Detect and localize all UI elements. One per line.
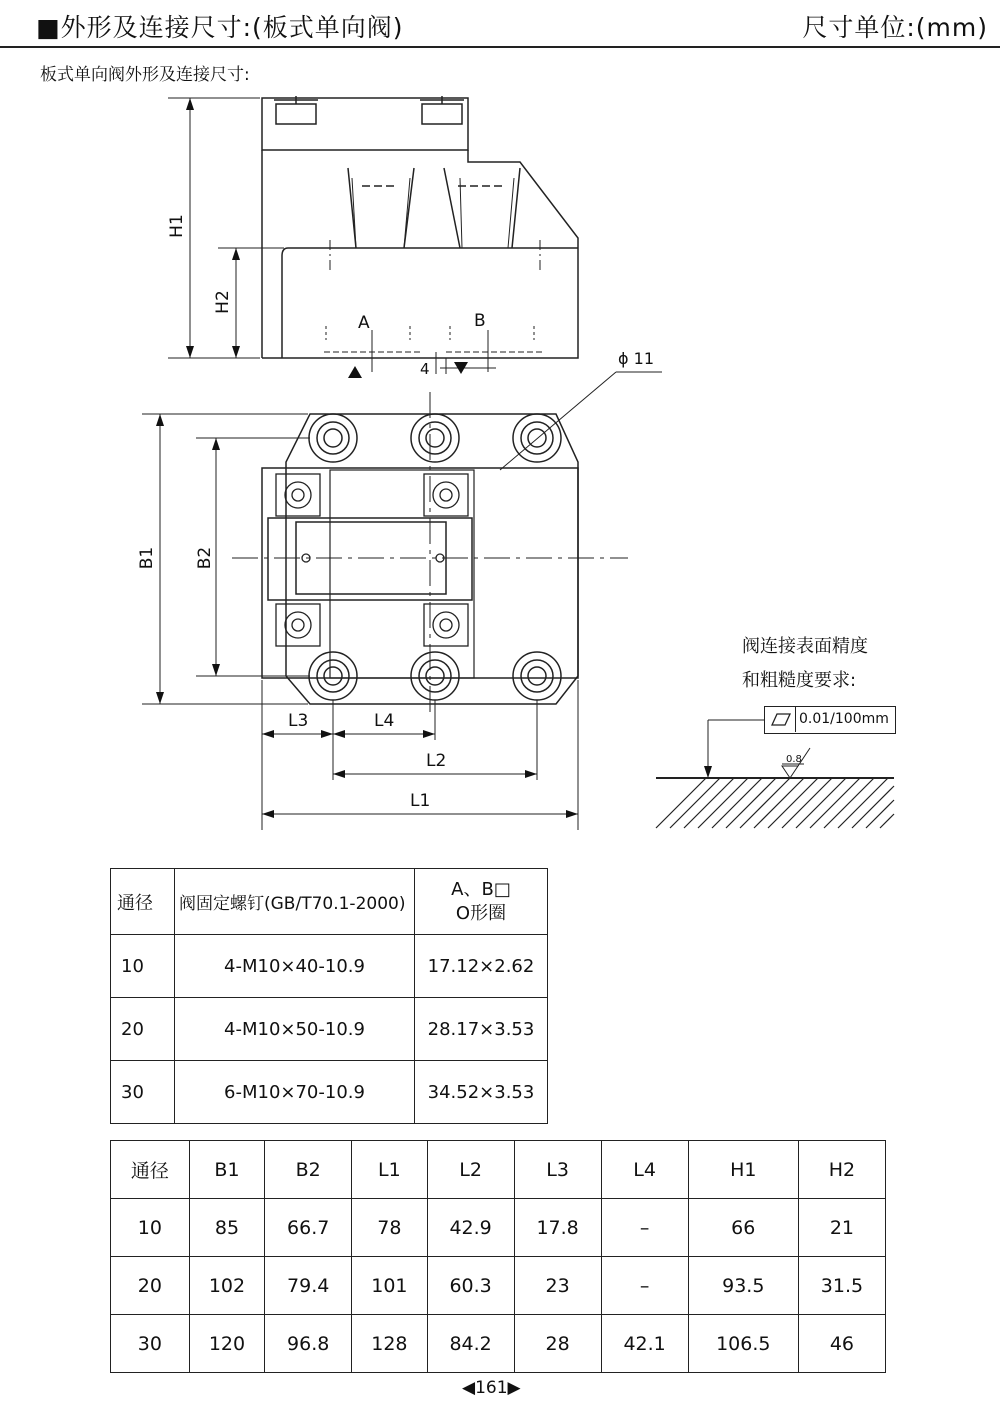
t2-cell: –	[601, 1199, 688, 1257]
t1-cell: 4-M10×50-10.9	[175, 998, 415, 1061]
t2-header: L4	[601, 1141, 688, 1199]
t1-header-oring-label: O形圈	[455, 902, 507, 924]
t2-cell: 84.2	[427, 1315, 514, 1373]
table-row	[111, 1061, 548, 1124]
t2-cell: 93.5	[688, 1257, 798, 1315]
page-number: ◀161▶	[462, 1378, 521, 1398]
t2-header: L1	[352, 1141, 427, 1199]
label-phi11: ϕ 11	[618, 349, 654, 368]
t1-header-bore: 通径	[111, 869, 175, 935]
table-row	[111, 1315, 886, 1373]
t2-cell: 10	[111, 1199, 190, 1257]
table-header-row	[111, 1141, 886, 1199]
t2-header: L3	[514, 1141, 601, 1199]
t2-header: L2	[427, 1141, 514, 1199]
dimensions-table	[110, 1140, 886, 1373]
t2-cell: 85	[189, 1199, 264, 1257]
t1-cell: 30	[111, 1061, 175, 1124]
t1-cell: 4-M10×40-10.9	[175, 935, 415, 998]
t1-cell: 17.12×2.62	[415, 935, 548, 998]
t2-cell: 31.5	[798, 1257, 885, 1315]
unit-label: 尺寸单位:(mm)	[802, 13, 988, 42]
t2-cell: 42.1	[601, 1315, 688, 1373]
label-port-b: B	[474, 311, 486, 331]
label-h2: H2	[213, 290, 233, 314]
t2-cell: 102	[189, 1257, 264, 1315]
label-port-a: A	[358, 313, 370, 333]
t1-cell: 6-M10×70-10.9	[175, 1061, 415, 1124]
table-row	[111, 998, 548, 1061]
label-b1: B1	[137, 546, 157, 570]
t1-header-ports: A、B□	[451, 878, 511, 900]
surface-req-line1: 阀连接表面精度	[742, 636, 868, 657]
t2-header: H2	[798, 1141, 885, 1199]
t2-header: H1	[688, 1141, 798, 1199]
t2-cell: 101	[352, 1257, 427, 1315]
label-l4: L4	[374, 711, 395, 731]
t2-cell: 79.4	[265, 1257, 352, 1315]
table-row	[111, 1257, 886, 1315]
label-l2: L2	[426, 751, 447, 771]
t2-cell: 66.7	[265, 1199, 352, 1257]
t2-header: B1	[189, 1141, 264, 1199]
t1-header-oring	[415, 869, 548, 935]
t2-cell: 106.5	[688, 1315, 798, 1373]
plan-view	[142, 372, 662, 830]
surface-req-line2: 和粗糙度要求:	[742, 670, 857, 691]
t2-header: B2	[265, 1141, 352, 1199]
table-row	[111, 935, 548, 998]
t2-header: 通径	[111, 1141, 190, 1199]
label-roughness: 0.8	[786, 754, 802, 765]
label-l3: L3	[288, 711, 309, 731]
label-h1: H1	[167, 214, 187, 238]
t2-cell: 66	[688, 1199, 798, 1257]
page-title: ■外形及连接尺寸:(板式单向阀)	[36, 13, 404, 42]
t2-cell: 60.3	[427, 1257, 514, 1315]
t2-cell: 17.8	[514, 1199, 601, 1257]
label-four: 4	[420, 360, 430, 378]
t1-cell: 10	[111, 935, 175, 998]
side-view	[168, 96, 578, 374]
label-b2: B2	[195, 546, 215, 570]
t1-cell: 20	[111, 998, 175, 1061]
t1-cell: 34.52×3.53	[415, 1061, 548, 1124]
t2-cell: 128	[352, 1315, 427, 1373]
surface-symbol	[656, 720, 894, 828]
t2-cell: 30	[111, 1315, 190, 1373]
table-row	[111, 1199, 886, 1257]
t2-cell: 42.9	[427, 1199, 514, 1257]
t2-cell: 120	[189, 1315, 264, 1373]
t2-cell: –	[601, 1257, 688, 1315]
t1-cell: 28.17×3.53	[415, 998, 548, 1061]
t2-cell: 28	[514, 1315, 601, 1373]
label-l1: L1	[410, 791, 431, 811]
t2-cell: 46	[798, 1315, 885, 1373]
screw-oring-table	[110, 868, 548, 1124]
t2-cell: 21	[798, 1199, 885, 1257]
t2-cell: 20	[111, 1257, 190, 1315]
t2-cell: 96.8	[265, 1315, 352, 1373]
flatness-icon	[765, 707, 796, 732]
t1-header-screw: 阀固定螺钉(GB/T70.1-2000)	[175, 869, 415, 935]
tolerance-frame	[764, 706, 896, 734]
drawing-subtitle: 板式单向阀外形及连接尺寸:	[40, 65, 250, 85]
t2-cell: 23	[514, 1257, 601, 1315]
t2-cell: 78	[352, 1199, 427, 1257]
tolerance-value: 0.01/100mm	[799, 711, 889, 727]
